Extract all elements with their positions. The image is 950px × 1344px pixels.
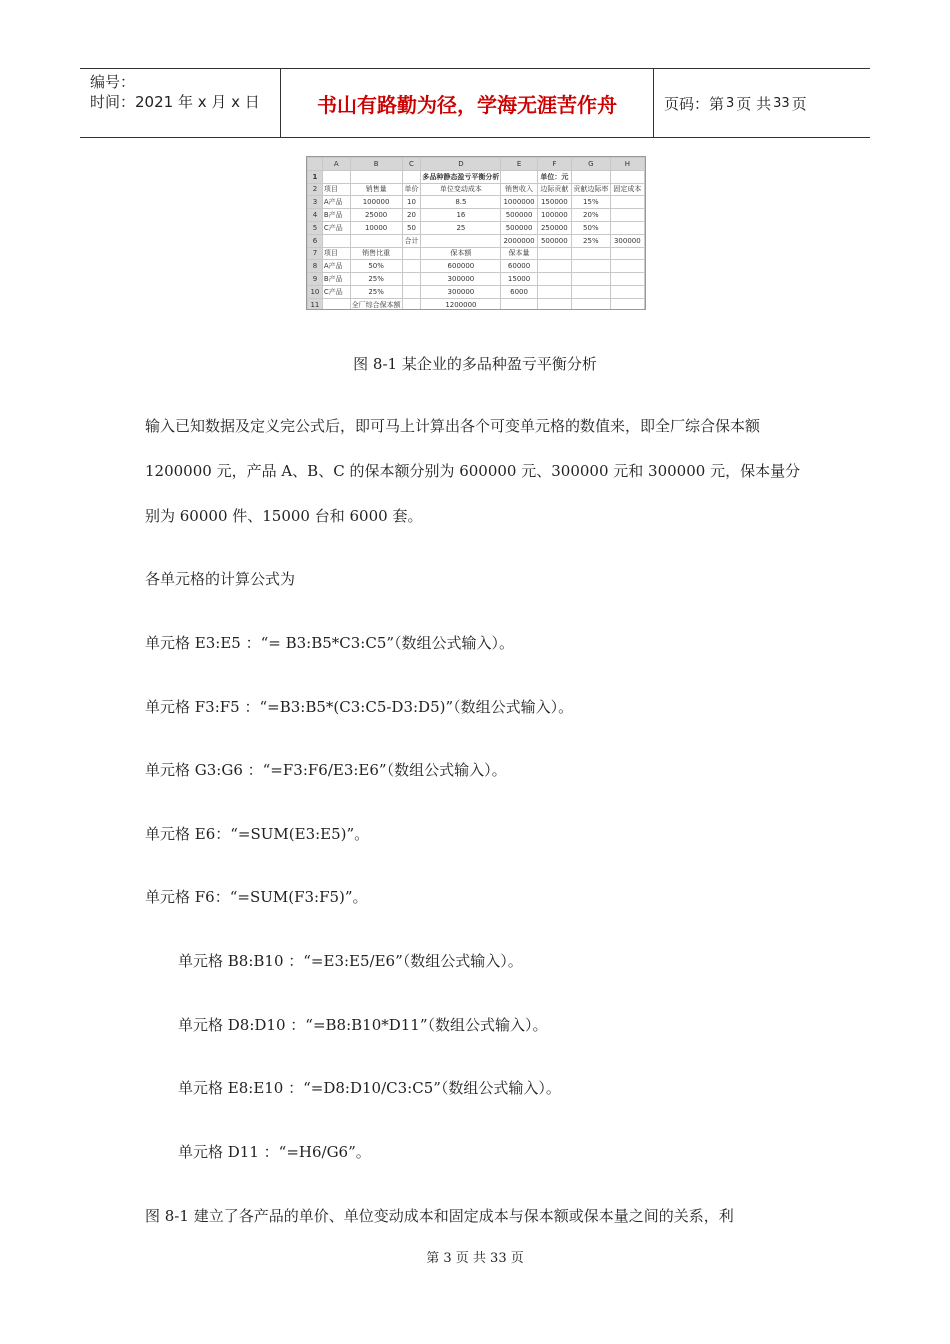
row-header: 2 (308, 183, 323, 196)
sheet-row (308, 170, 645, 183)
sheet-cell: 多品种静态盈亏平衡分析 (421, 170, 501, 183)
sheet-cell (501, 170, 537, 183)
sheet-cell (537, 247, 571, 260)
sheet-row (308, 285, 645, 298)
sheet-row (308, 260, 645, 273)
sheet-cell: 单位：元 (537, 170, 571, 183)
sheet-row (308, 298, 645, 310)
sheet-cell: 300000 (421, 285, 501, 298)
sheet-cell (537, 298, 571, 310)
sheet-cell: 60000 (501, 260, 537, 273)
sheet-cell: 合计 (402, 234, 421, 247)
row-header: 9 (308, 273, 323, 286)
spreadsheet-table (307, 157, 645, 310)
sheet-cell: 销售收入 (501, 183, 537, 196)
sheet-cell: 单位变动成本 (421, 183, 501, 196)
column-header: B (350, 158, 402, 171)
sheet-cell: 单价 (402, 183, 421, 196)
sheet-cell: 项目 (322, 247, 350, 260)
sheet-cell (402, 247, 421, 260)
column-header: F (537, 158, 571, 171)
sheet-cell: 1200000 (421, 298, 501, 310)
page-mid: 页 共 (736, 94, 772, 113)
sheet-cell: 25% (350, 273, 402, 286)
sheet-cell: 25% (571, 234, 610, 247)
row-header: 1 (308, 170, 323, 183)
formula-line: 单元格 E3:E5 ：“= B3:B5*C3:C5”（数组公式输入）。 (145, 634, 515, 652)
sheet-cell: 100000 (537, 209, 571, 222)
sheet-cell: 50% (350, 260, 402, 273)
sheet-cell: 销售量 (350, 183, 402, 196)
sheet-cell (537, 285, 571, 298)
formula-line: 单元格 D8:D10 ：“=B8:B10*D11”（数组公式输入）。 (178, 1016, 548, 1034)
sheet-cell: 15000 (501, 273, 537, 286)
sheet-cell (610, 247, 644, 260)
sheet-cell: C产品 (322, 285, 350, 298)
sheet-cell (610, 221, 644, 234)
row-header: 11 (308, 298, 323, 310)
sheet-cell: 6000 (501, 285, 537, 298)
header-left (80, 69, 280, 137)
sheet-cell: B产品 (322, 273, 350, 286)
row-header: 3 (308, 196, 323, 209)
sheet-cell (402, 170, 421, 183)
page-suffix: 页 (791, 94, 807, 113)
header-page-number (654, 69, 870, 137)
sheet-cell (610, 298, 644, 310)
formula-line: 单元格 E6：“=SUM(E3:E5)”。 (145, 825, 370, 843)
sheet-cell (350, 170, 402, 183)
sheet-cell: 固定成本 (610, 183, 644, 196)
sheet-cell (402, 260, 421, 273)
formula-line: 单元格 E8:E10 ：“=D8:D10/C3:C5”（数组公式输入）。 (178, 1079, 561, 1097)
figure-caption: 图 8-1 某企业的多品种盈亏平衡分析 (353, 355, 597, 373)
sheet-cell: 边际贡献 (537, 183, 571, 196)
sheet-cell: 250000 (537, 221, 571, 234)
date-label: 时间：2021 年 x 月 x 日 (90, 93, 260, 111)
paragraph-conclusion: 图 8-1 建立了各产品的单价、单位变动成本和固定成本与保本额或保本量之间的关系，利 (145, 1207, 734, 1225)
sheet-cell: 全厂综合保本额 (350, 298, 402, 310)
row-header: 6 (308, 234, 323, 247)
sheet-cell: 10000 (350, 221, 402, 234)
sheet-cell: 15% (571, 196, 610, 209)
row-header: 8 (308, 260, 323, 273)
sheet-cell: 20 (402, 209, 421, 222)
sheet-cell: 600000 (421, 260, 501, 273)
sheet-row (308, 196, 645, 209)
column-header: G (571, 158, 610, 171)
formula-line: 单元格 B8:B10 ：“=E3:E5/E6”（数组公式输入）。 (178, 952, 523, 970)
page-header (80, 68, 870, 138)
sheet-row (308, 273, 645, 286)
sheet-cell (571, 170, 610, 183)
sheet-cell: 25% (350, 285, 402, 298)
page-prefix: 页码：第 (664, 94, 725, 113)
formula-line: 单元格 D11 ：“=H6/G6”。 (178, 1143, 371, 1161)
sheet-cell: C产品 (322, 221, 350, 234)
spreadsheet-figure (306, 156, 646, 310)
sheet-cell: 10 (402, 196, 421, 209)
sheet-cell: 100000 (350, 196, 402, 209)
sheet-cell: 25 (421, 221, 501, 234)
sheet-row (308, 183, 645, 196)
sheet-cell: 8.5 (421, 196, 501, 209)
row-header: 4 (308, 209, 323, 222)
sheet-cell: 保本量 (501, 247, 537, 260)
sheet-cell (571, 260, 610, 273)
sheet-cell (610, 273, 644, 286)
sheet-cell (537, 260, 571, 273)
page-total: 33 (773, 95, 790, 111)
page-footer: 第 3 页 共 33 页 (426, 1251, 524, 1266)
page-current: 3 (726, 95, 735, 111)
sheet-cell (350, 234, 402, 247)
sheet-cell: 500000 (537, 234, 571, 247)
sheet-cell (610, 196, 644, 209)
sheet-cell (402, 285, 421, 298)
column-header-row (308, 158, 645, 171)
formula-line: 单元格 G3:G6 ：“=F3:F6/E3:E6”（数组公式输入）。 (145, 761, 507, 779)
sheet-cell: 300000 (421, 273, 501, 286)
sheet-cell: 20% (571, 209, 610, 222)
sheet-cell (610, 260, 644, 273)
sheet-cell: 300000 (610, 234, 644, 247)
column-header: H (610, 158, 644, 171)
sheet-cell: 保本额 (421, 247, 501, 260)
sheet-cell: 25000 (350, 209, 402, 222)
sheet-row (308, 247, 645, 260)
sheet-cell: 150000 (537, 196, 571, 209)
sheet-cell (610, 209, 644, 222)
sheet-cell (402, 273, 421, 286)
sheet-cell (322, 234, 350, 247)
sheet-cell: 500000 (501, 209, 537, 222)
sheet-cell: 2000000 (501, 234, 537, 247)
sheet-cell: 500000 (501, 221, 537, 234)
column-header: C (402, 158, 421, 171)
column-header: E (501, 158, 537, 171)
sheet-cell (322, 298, 350, 310)
formula-line: 单元格 F6：“=SUM(F3:F5)”。 (145, 888, 368, 906)
sheet-cell (537, 273, 571, 286)
sheet-cell: 销售比重 (350, 247, 402, 260)
sheet-cell: 16 (421, 209, 501, 222)
sheet-cell: A产品 (322, 260, 350, 273)
doc-number-label: 编号： (90, 73, 136, 91)
sheet-cell: 50% (571, 221, 610, 234)
sheet-row (308, 234, 645, 247)
sheet-cell: A产品 (322, 196, 350, 209)
sheet-row (308, 221, 645, 234)
sheet-cell (571, 273, 610, 286)
sheet-cell (402, 298, 421, 310)
sheet-cell: 50 (402, 221, 421, 234)
sheet-cell: 项目 (322, 183, 350, 196)
row-header: 10 (308, 285, 323, 298)
sheet-cell: B产品 (322, 209, 350, 222)
sheet-cell: 贡献边际率 (571, 183, 610, 196)
sheet-cell (571, 298, 610, 310)
sheet-cell (610, 285, 644, 298)
sheet-cell (322, 170, 350, 183)
row-header: 5 (308, 221, 323, 234)
sheet-cell (610, 170, 644, 183)
sheet-cell (421, 234, 501, 247)
row-header: 7 (308, 247, 323, 260)
paragraph-intro: 输入已知数据及定义完公式后，即可马上计算出各个可变单元格的数值来，即全厂综合保本额 1200000 元，产品 A、B、C 的保本额分别为 600000 元、300000 元和 300000 元，保本量分别为 60000 件、15000 台和 6000 套。 (145, 417, 801, 525)
header-motto: 书山有路勤为径，学海无涯苦作舟 (280, 69, 654, 137)
column-header: A (322, 158, 350, 171)
sheet-cell: 1000000 (501, 196, 537, 209)
sheet-cell (571, 285, 610, 298)
column-header (308, 158, 323, 171)
paragraph-formulas-intro: 各单元格的计算公式为 (145, 570, 296, 588)
sheet-row (308, 209, 645, 222)
sheet-cell (501, 298, 537, 310)
column-header: D (421, 158, 501, 171)
sheet-cell (571, 247, 610, 260)
formula-line: 单元格 F3:F5 ：“=B3:B5*(C3:C5-D3:D5)”（数组公式输入）。 (145, 698, 574, 716)
